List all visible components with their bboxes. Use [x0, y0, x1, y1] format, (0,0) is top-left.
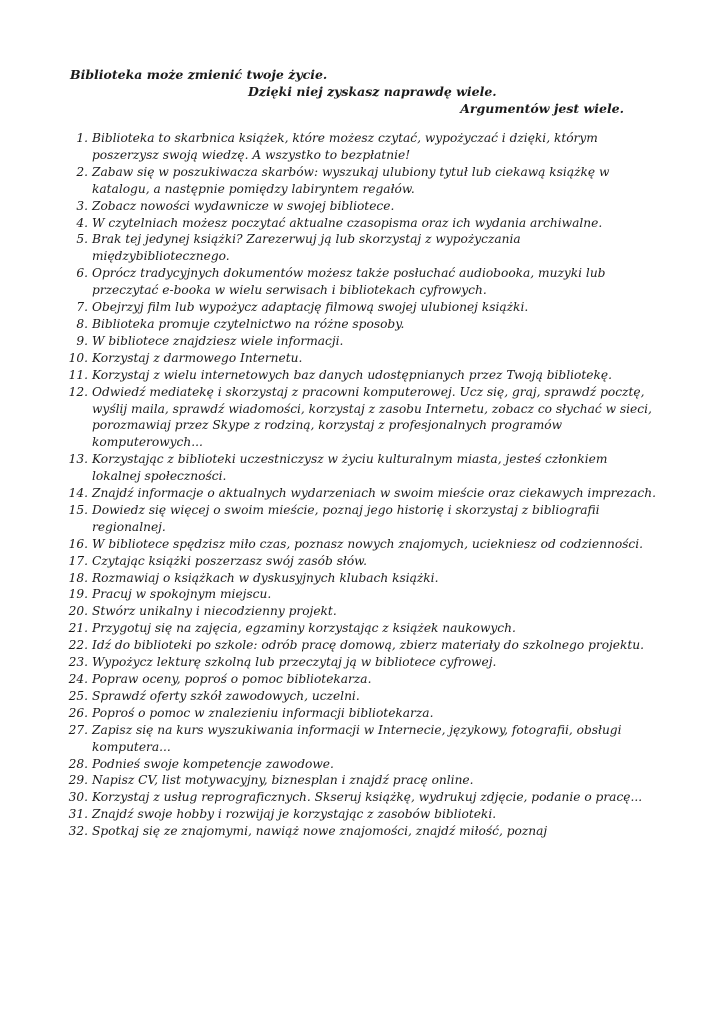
list-item-text: Pracuj w spokojnym miejscu.	[92, 587, 272, 602]
list-item-number: 28.	[68, 756, 88, 771]
list-item-text: Poproś o pomoc w znalezieniu informacji bibliotekarza.	[92, 705, 434, 720]
list-item	[66, 451, 656, 485]
list-item	[66, 570, 656, 587]
list-item-text: Spotkaj się ze znajomymi, nawiąż nowe znajomości, znajdź miłość, poznaj	[92, 824, 548, 839]
list-item-text: Oprócz tradycyjnych dokumentów możesz także posłuchać audiobooka, muzyki lub przeczytać e-booka w wielu serwisach i bibliotekach cyfrowych.	[92, 266, 606, 298]
list-item-number: 14.	[68, 486, 88, 501]
list-item-number: 22.	[68, 638, 88, 653]
list-item	[66, 299, 656, 316]
list-item-text: Rozmawiaj o książkach w dyskusyjnych klubach książki.	[92, 570, 439, 585]
list-item-text: Korzystając z biblioteki uczestniczysz w życiu kulturalnym miasta, jesteś członkiem lokalnej społeczności.	[92, 452, 608, 484]
list-item-text: Zobacz nowości wydawnicze w swojej bibliotece.	[92, 198, 395, 213]
list-item-number: 2.	[76, 164, 88, 179]
list-item-number: 12.	[68, 384, 88, 399]
list-item-number: 1.	[76, 131, 88, 145]
list-item	[66, 553, 656, 570]
list-item-number: 23.	[68, 655, 88, 670]
list-item	[66, 350, 656, 367]
list-item-text: Dowiedz się więcej o swoim mieście, poznaj jego historię i skorzystaj z bibliografii regionalnej.	[92, 502, 600, 534]
list-item	[66, 789, 656, 806]
list-item	[66, 806, 656, 823]
list-item-number: 10.	[68, 350, 88, 365]
list-item-text: Czytając książki poszerzasz swój zasób słów.	[92, 553, 368, 568]
list-item-number: 29.	[68, 773, 88, 788]
list-item-number: 5.	[76, 232, 88, 247]
list-item	[66, 164, 656, 198]
list-item-number: 6.	[76, 266, 88, 281]
list-item-number: 27.	[68, 722, 88, 737]
list-item-text: Popraw oceny, poproś o pomoc bibliotekarza.	[92, 672, 372, 686]
list-item-number: 13.	[68, 452, 88, 467]
list-item	[66, 772, 656, 789]
header-line-1: Biblioteka może zmienić twoje życie.	[70, 67, 328, 82]
list-item-text: Biblioteka to skarbnica książek, które możesz czytać, wypożyczać i dzięki, którym poszerzysz swoją wiedzę. A wszystko to bezpłatnie!	[92, 131, 598, 162]
list-item	[66, 586, 656, 603]
list-item-number: 11.	[68, 367, 88, 382]
list-item-number: 32.	[68, 824, 88, 839]
list-item	[66, 705, 656, 722]
list-item-text: Przygotuj się na zajęcia, egzaminy korzystając z książek naukowych.	[92, 621, 516, 636]
list-item	[66, 722, 656, 756]
list-item	[66, 198, 656, 215]
list-item-text: Biblioteka promuje czytelnictwo na różne sposoby.	[92, 316, 405, 331]
list-item	[66, 384, 656, 452]
list-item-number: 4.	[76, 215, 88, 230]
list-item	[66, 603, 656, 620]
list-item-number: 16.	[68, 536, 88, 551]
list-item	[66, 756, 656, 773]
list-item-text: Idź do biblioteki po szkole: odrób pracę domową, zbierz materiały do szkolnego projektu.	[92, 638, 645, 653]
list-item-number: 24.	[68, 672, 88, 686]
list-item-number: 20.	[68, 604, 88, 619]
list-item-number: 15.	[68, 502, 88, 517]
list-item	[66, 231, 656, 265]
list-item	[66, 333, 656, 350]
list-item	[66, 130, 656, 164]
arguments-list	[66, 130, 656, 840]
list-item	[66, 637, 656, 654]
list-item	[66, 265, 656, 299]
list-item	[66, 620, 656, 637]
header-line-2: Dzięki niej zyskasz naprawdę wiele.	[248, 84, 497, 99]
list-item	[66, 502, 656, 536]
list-item	[66, 316, 656, 333]
list-item-text: Korzystaj z wielu internetowych baz danych udostępnianych przez Twoją bibliotekę.	[92, 367, 612, 382]
list-item-number: 9.	[76, 333, 88, 348]
list-item-number: 7.	[76, 300, 88, 315]
list-item-number: 17.	[68, 553, 88, 568]
list-item-text: Napisz CV, list motywacyjny, biznesplan i znajdź pracę online.	[92, 773, 474, 788]
list-item-text: Zabaw się w poszukiwacza skarbów: wyszukaj ulubiony tytuł lub ciekawą książkę w katalogu, a następnie pomiędzy labiryntem regałów.	[92, 164, 610, 196]
list-item-number: 21.	[68, 621, 88, 636]
list-item-number: 3.	[76, 198, 88, 213]
list-item-number: 26.	[68, 705, 88, 720]
list-item-text: Korzystaj z usług reprograficznych. Skseruj książkę, wydrukuj zdjęcie, podanie o pracę...	[92, 790, 643, 805]
list-item-text: Stwórz unikalny i niecodzienny projekt.	[92, 604, 337, 619]
list-item	[66, 671, 656, 688]
list-item-number: 30.	[68, 790, 88, 805]
list-item-text: Brak tej jedynej książki? Zarezerwuj ją lub skorzystaj z wypożyczania międzybibliotecznego.	[92, 232, 521, 264]
list-item-text: Korzystaj z darmowego Internetu.	[92, 350, 303, 365]
list-item	[66, 367, 656, 384]
list-item	[66, 485, 656, 502]
list-item-number: 19.	[68, 587, 88, 602]
list-item-number: 31.	[68, 807, 88, 822]
list-item-text: Zapisz się na kurs wyszukiwania informacji w Internecie, językowy, fotografii, obsługi komputera...	[92, 722, 622, 754]
list-item	[66, 823, 656, 840]
list-item-text: W bibliotece spędzisz miło czas, poznasz nowych znajomych, uciekniesz od codzienności.	[92, 536, 644, 551]
list-item-text: Podnieś swoje kompetencje zawodowe.	[92, 756, 334, 771]
list-item-number: 8.	[76, 316, 88, 331]
document-header	[70, 66, 630, 117]
list-item-text: Sprawdź oferty szkół zawodowych, uczelni.	[92, 688, 360, 703]
list-item-text: W bibliotece znajdziesz wiele informacji.	[92, 333, 344, 348]
list-item-text: Obejrzyj film lub wypożycz adaptację filmową swojej ulubionej książki.	[92, 300, 529, 315]
list-item-text: W czytelniach możesz poczytać aktualne czasopisma oraz ich wydania archiwalne.	[92, 215, 603, 230]
list-item	[66, 215, 656, 232]
header-line-3: Argumentów jest wiele.	[460, 101, 624, 116]
list-item-text: Odwiedź mediatekę i skorzystaj z pracowni komputerowej. Ucz się, graj, sprawdź pocztę, wyślij maila, sprawdź wiadomości, korzystaj z zasobu Internetu, zobacz co słychać w sieci, porozmawiaj przez Skype z rodziną, korzystaj z profesjonalnych programów komputerowych...	[92, 384, 652, 450]
list-item	[66, 688, 656, 705]
list-item-number: 18.	[68, 570, 88, 585]
list-item-text: Wypożycz lekturę szkolną lub przeczytaj ją w bibliotece cyfrowej.	[92, 655, 497, 670]
list-item	[66, 536, 656, 553]
list-item	[66, 654, 656, 671]
list-item-text: Znajdź swoje hobby i rozwijaj je korzystając z zasobów biblioteki.	[92, 807, 497, 822]
list-item-text: Znajdź informacje o aktualnych wydarzeniach w swoim mieście oraz ciekawych imprezach.	[92, 486, 656, 501]
list-item-number: 25.	[68, 688, 88, 703]
